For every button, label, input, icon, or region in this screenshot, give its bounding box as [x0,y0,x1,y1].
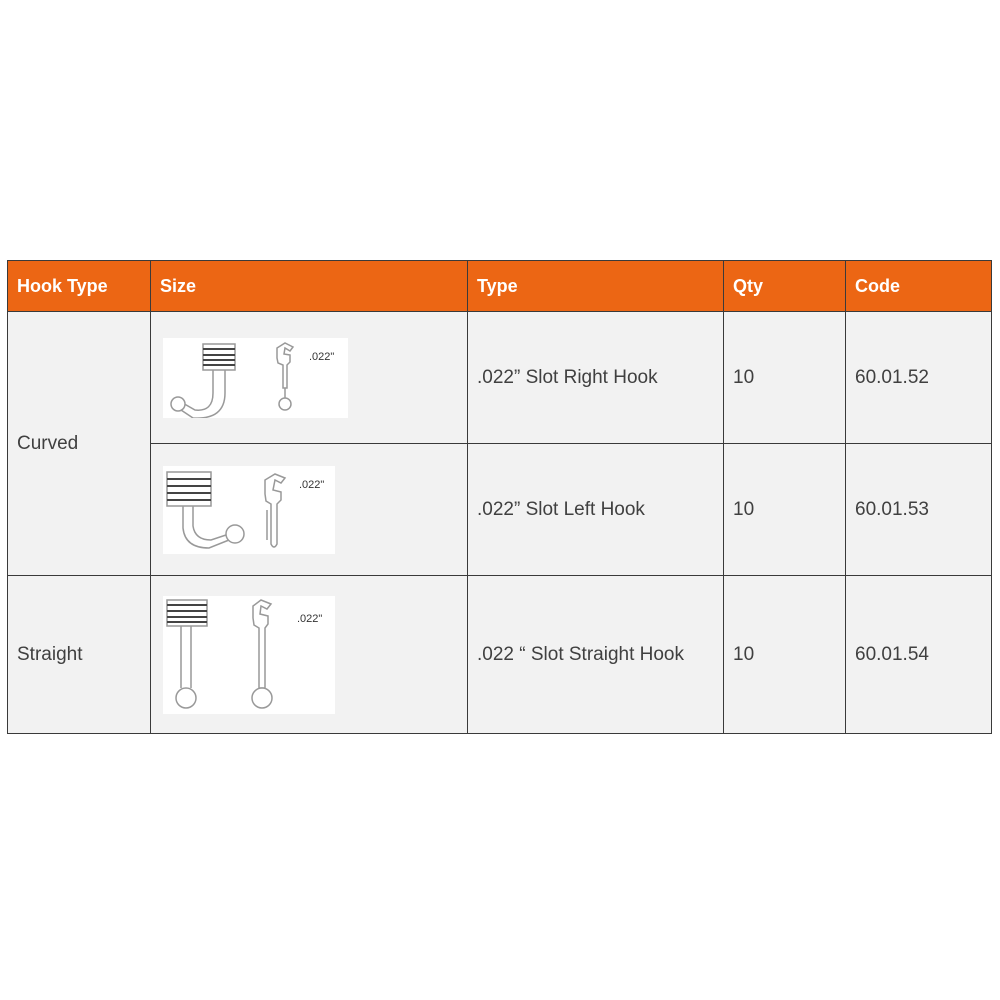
size-label: .022" [299,478,325,491]
header-code: Code [846,261,992,312]
hook-type-cell-curved: Curved [8,312,151,576]
straight-hook-icon [163,596,335,714]
table-row [8,312,992,444]
qty-cell: 10 [724,576,846,734]
table-header-row [8,261,992,312]
header-size: Size [151,261,468,312]
header-type: Type [468,261,724,312]
size-cell [151,312,468,444]
type-cell: .022” Slot Left Hook [468,444,724,576]
size-label: .022" [309,350,335,363]
code-cell: 60.01.54 [846,576,992,734]
curved-left-hook-icon [163,466,335,554]
size-cell [151,444,468,576]
curved-right-hook-icon [163,338,348,418]
type-cell: .022” Slot Right Hook [468,312,724,444]
header-hook-type: Hook Type [8,261,151,312]
hook-spec-table [7,260,992,734]
table-row [8,576,992,734]
size-cell [151,576,468,734]
code-cell: 60.01.52 [846,312,992,444]
size-label: .022" [297,612,323,625]
type-cell: .022 “ Slot Straight Hook [468,576,724,734]
table-row [8,444,992,576]
hook-type-cell-straight: Straight [8,576,151,734]
code-cell: 60.01.53 [846,444,992,576]
qty-cell: 10 [724,444,846,576]
qty-cell: 10 [724,312,846,444]
header-qty: Qty [724,261,846,312]
